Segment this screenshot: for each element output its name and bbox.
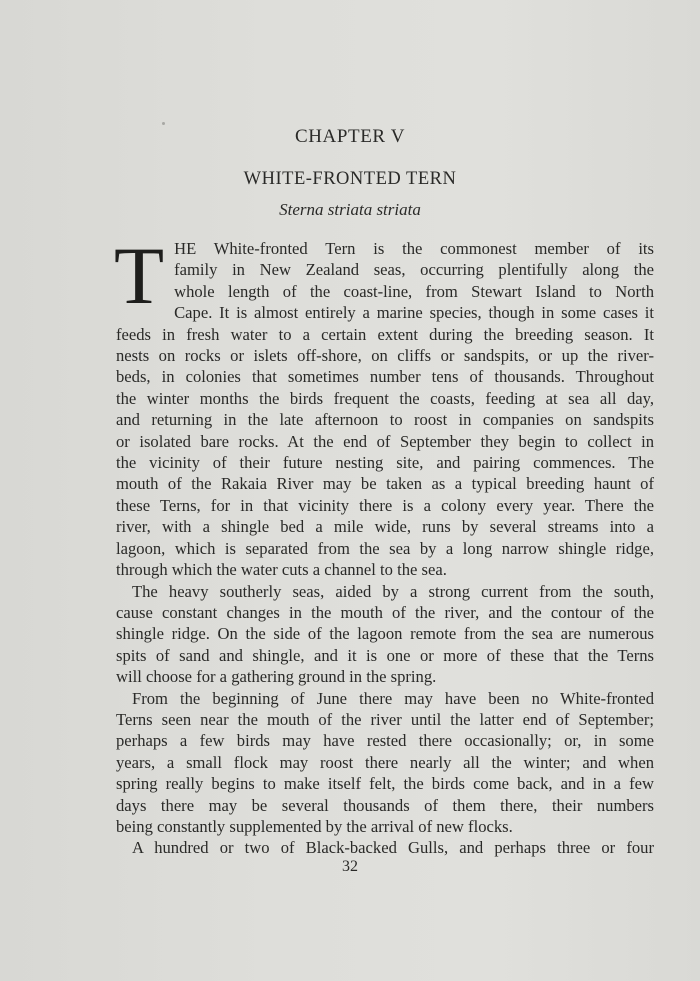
text-line: days there may be several thousands of them there, their numbers xyxy=(116,795,654,815)
page-number: 32 xyxy=(342,858,358,875)
text-line: cause constant changes in the mouth of the river, and the contour of the xyxy=(116,602,654,622)
text-line: family in New Zealand seas, occurring plentifully along the xyxy=(174,260,654,280)
paragraph-1 xyxy=(114,230,654,581)
text-line: being constantly supplemented by the arrival of new flocks. xyxy=(116,816,513,836)
text-line: years, a small flock may roost there nearly all the winter; and when xyxy=(116,752,654,772)
text-line: or isolated bare rocks. At the end of September they begin to collect in xyxy=(116,431,654,451)
text-line: the vicinity of their future nesting site, and pairing commences. The xyxy=(116,453,654,473)
text-line: whole length of the coast-line, from Stewart Island to North xyxy=(174,281,654,301)
body-text xyxy=(114,230,654,859)
text-line: perhaps a few birds may have rested there occasionally; or, in some xyxy=(116,731,654,751)
text-line: HE White-fronted Tern is the commonest member of its xyxy=(174,239,654,258)
text-line: Terns seen near the mouth of the river until the latter end of September; xyxy=(116,709,654,729)
text-line: lagoon, which is separated from the sea by a long narrow shingle ridge, xyxy=(116,538,654,558)
paragraph-3 xyxy=(116,688,654,838)
text-line: beds, in colonies that sometimes number tens of thousands. Throughout xyxy=(116,367,654,387)
text-line: Cape. It is almost entirely a marine species, though in some cases it xyxy=(174,303,654,323)
drop-cap: T xyxy=(114,230,165,321)
text-line: and returning in the late afternoon to roost in companies on sandspits xyxy=(116,410,654,430)
text-line: the winter months the birds frequent the coasts, feeding at sea all day, xyxy=(116,388,654,408)
text-line: mouth of the Rakaia River may be taken as a typical breeding haunt of xyxy=(116,474,654,494)
text-line: shingle ridge. On the side of the lagoon remote from the sea are numerous xyxy=(116,624,654,644)
text-line: river, with a shingle bed a mile wide, runs by several streams into a xyxy=(116,517,654,537)
chapter-heading: CHAPTER V xyxy=(294,126,406,147)
text-line: spring really begins to make itself felt, the birds come back, and in a few xyxy=(116,774,654,794)
text-line: through which the water cuts a channel to the sea. xyxy=(116,560,447,580)
text-line: nests on rocks or islets off-shore, on cliffs or sandspits, or up the river- xyxy=(116,346,654,366)
text-line: A hundred or two of Black-backed Gulls, and perhaps three or four xyxy=(132,838,654,858)
paper-speck xyxy=(162,122,165,125)
text-line: From the beginning of June there may have been no White-fronted xyxy=(132,688,654,708)
paragraph-4 xyxy=(116,837,654,858)
species-name: Sterna striata striata xyxy=(279,200,421,219)
text-line: feeds in fresh water to a certain extent during the breeding season. It xyxy=(116,324,654,344)
text-line: spits of sand and shingle, and it is one or more of these that the Terns xyxy=(116,645,654,665)
paragraph-2 xyxy=(116,581,654,688)
text-line: The heavy southerly seas, aided by a strong current from the south, xyxy=(132,581,654,601)
section-title: WHITE-FRONTED TERN xyxy=(243,169,457,189)
text-line: will choose for a gathering ground in the spring. xyxy=(116,667,437,687)
text-line: these Terns, for in that vicinity there is a colony every year. There the xyxy=(116,495,654,515)
